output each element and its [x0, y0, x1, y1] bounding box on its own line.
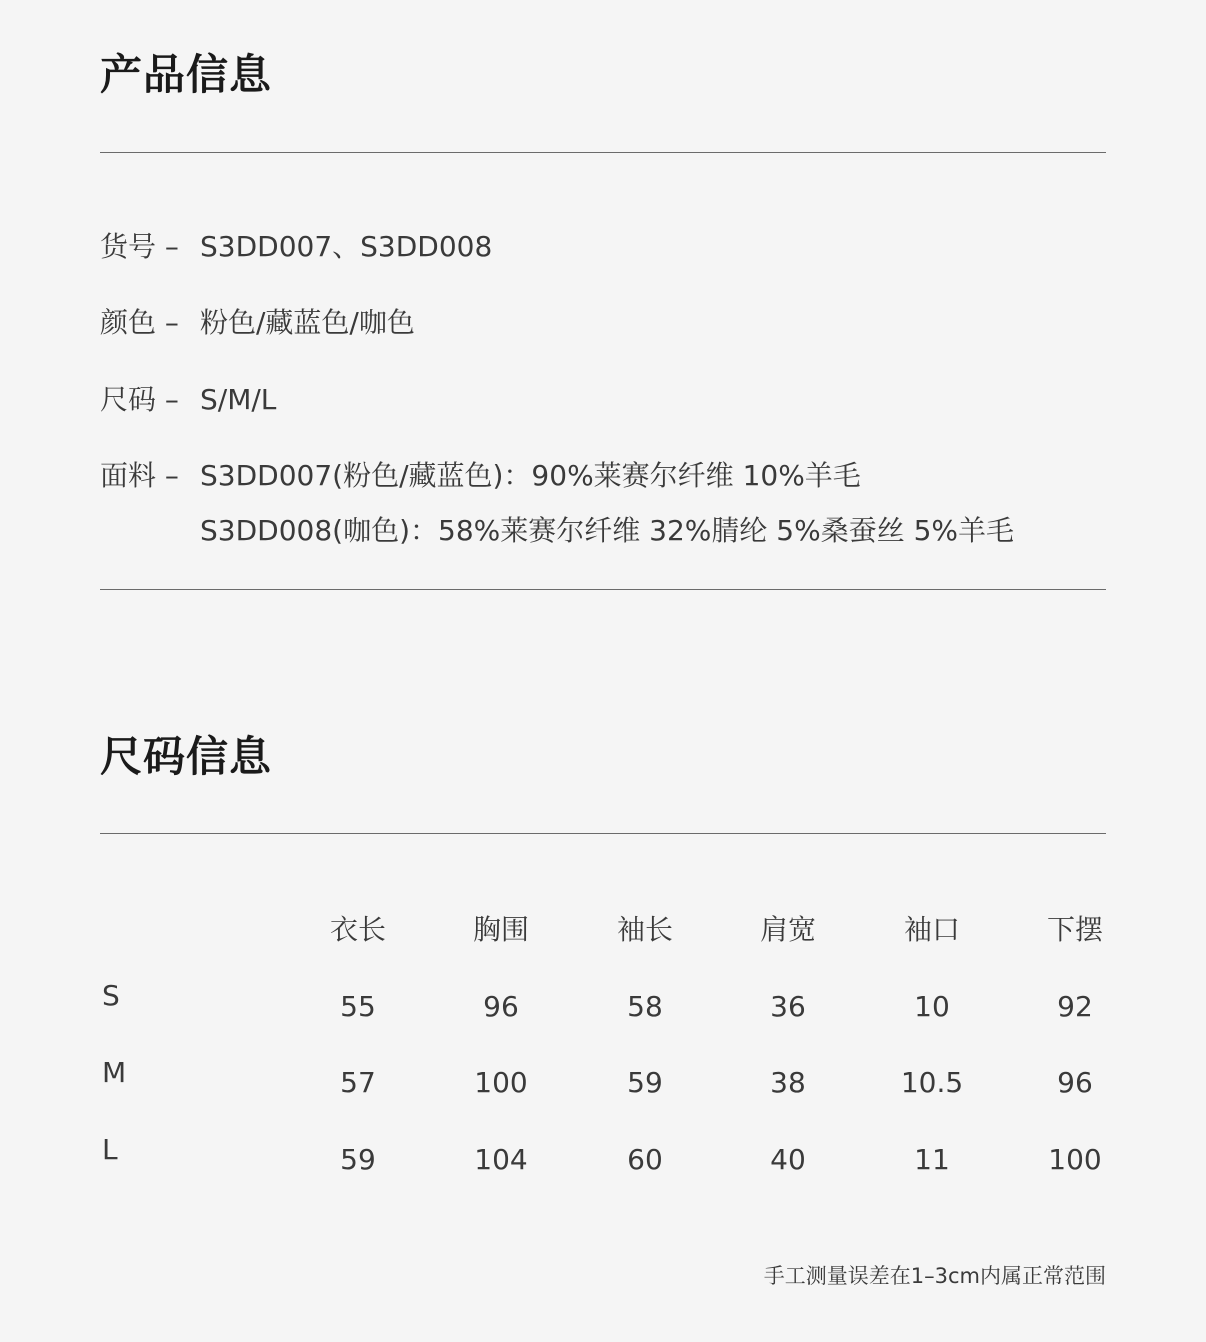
- measurement-footnote: 手工测量误差在1–3cm内属正常范围: [763, 1264, 1106, 1288]
- column-header-cuff: 袖口: [903, 913, 960, 946]
- product-info-divider-bottom: [100, 589, 1106, 590]
- table-cell: 92: [1057, 990, 1093, 1023]
- table-cell: 40: [770, 1143, 806, 1176]
- table-cell: 59: [627, 1066, 663, 1099]
- color-value: 粉色/藏蓝色/咖色: [200, 306, 415, 339]
- table-cell: 96: [1057, 1066, 1093, 1099]
- fabric-value-s3dd007: S3DD007(粉色/藏蓝色)：90%莱赛尔纤维 10%羊毛: [200, 459, 861, 492]
- article-number-value: S3DD007、S3DD008: [200, 230, 493, 263]
- table-cell: 36: [770, 990, 806, 1023]
- size-info-divider: [100, 833, 1106, 834]
- table-cell: 100: [474, 1066, 528, 1099]
- table-cell: 58: [627, 990, 663, 1023]
- table-cell: 104: [474, 1143, 528, 1176]
- fabric-value-s3dd008: S3DD008(咖色)：58%莱赛尔纤维 32%腈纶 5%桑蚕丝 5%羊毛: [200, 514, 1015, 547]
- column-header-sleeve-length: 袖长: [616, 913, 673, 946]
- table-cell: 57: [340, 1066, 376, 1099]
- table-cell: 10: [914, 990, 950, 1023]
- table-cell: 55: [340, 990, 376, 1023]
- size-value: S/M/L: [200, 383, 277, 416]
- fabric-label: 面料 –: [100, 459, 179, 492]
- table-cell: 38: [770, 1066, 806, 1099]
- color-label: 颜色 –: [100, 306, 179, 339]
- product-info-title: 产品信息: [100, 50, 273, 99]
- column-header-chest: 胸围: [472, 913, 529, 946]
- table-cell: 60: [627, 1143, 663, 1176]
- table-cell: 100: [1048, 1143, 1102, 1176]
- size-info-title: 尺码信息: [100, 732, 273, 781]
- row-header-s: S: [102, 979, 120, 1012]
- table-cell: 11: [914, 1143, 950, 1176]
- row-header-l: L: [102, 1133, 118, 1166]
- product-info-divider-top: [100, 152, 1106, 153]
- column-header-length: 衣长: [329, 913, 386, 946]
- row-header-m: M: [102, 1056, 127, 1089]
- article-number-label: 货号 –: [100, 230, 179, 263]
- size-label: 尺码 –: [100, 383, 179, 416]
- column-header-shoulder: 肩宽: [759, 913, 816, 946]
- table-cell: 10.5: [900, 1066, 964, 1099]
- table-cell: 96: [483, 990, 519, 1023]
- table-cell: 59: [340, 1143, 376, 1176]
- column-header-hem: 下摆: [1046, 913, 1103, 946]
